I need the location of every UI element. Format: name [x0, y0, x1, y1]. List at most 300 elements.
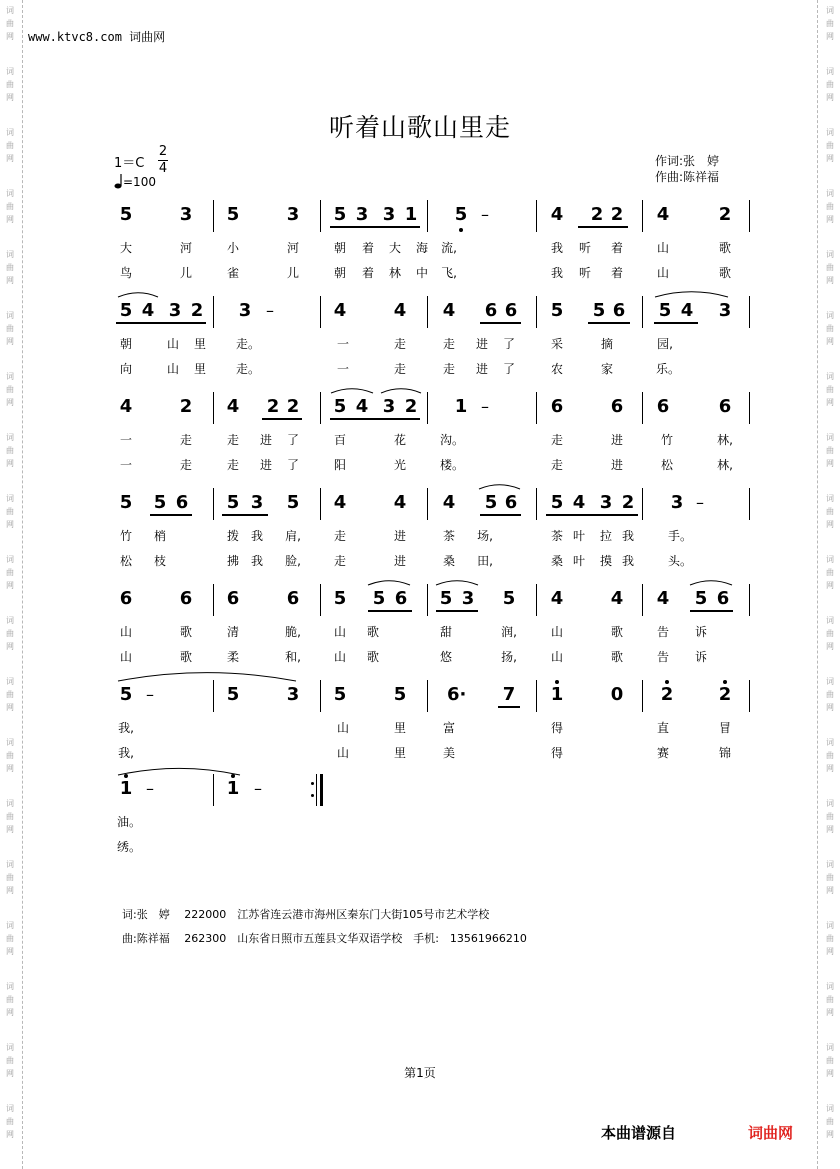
lyric-verse-1: 进: [610, 433, 623, 447]
lyric-verse-2: 鸟: [119, 266, 132, 280]
note: 2: [610, 204, 624, 225]
note: 2: [404, 396, 418, 417]
watermark-char: 词: [826, 189, 834, 198]
lyric-verse-1: 进: [393, 529, 406, 543]
lyric-verse-2: 走: [550, 458, 563, 472]
lyric-verse-2: 着: [610, 266, 623, 280]
lyric-verse-1: 了: [502, 337, 515, 351]
note: 4: [572, 492, 586, 513]
watermark-char: 网: [826, 581, 834, 590]
watermark-char: 网: [826, 337, 834, 346]
watermark-char: 曲: [826, 812, 834, 821]
watermark-char: 网: [6, 642, 14, 651]
lyric-verse-2: 飞,: [441, 266, 457, 280]
note: 5: [393, 684, 407, 705]
note: 2: [179, 396, 193, 417]
note-dash: –: [481, 205, 489, 224]
watermark-char: 词: [6, 921, 14, 930]
lyric-verse-2: 歌: [179, 650, 192, 664]
note: 5: [226, 204, 240, 225]
time-signature-top: 2: [158, 144, 168, 159]
note: 2: [718, 684, 732, 705]
lyricist-credit: 作词:张 婷: [655, 154, 720, 168]
footer-composer-line: 曲:陈祥福 262300 山东省日照市五莲县文华双语学校 手机: 13561966210: [122, 932, 527, 945]
note: 6: [718, 396, 732, 417]
watermark-char: 曲: [826, 19, 834, 28]
slur: [118, 673, 296, 681]
watermark-char: 曲: [826, 568, 834, 577]
lyric-verse-1: 富: [442, 721, 455, 735]
note: 2: [718, 204, 732, 225]
note-dash: –: [254, 779, 262, 798]
slur: [655, 292, 728, 297]
slur: [118, 293, 158, 297]
watermark-char: 词: [826, 372, 834, 381]
lyric-verse-1: 肩,: [285, 529, 301, 543]
slur: [368, 581, 410, 585]
lyric-verse-2: 松: [119, 554, 132, 568]
note: 4: [393, 492, 407, 513]
composer-credit: 作曲:陈祥福: [655, 170, 720, 184]
watermark-char: 词: [6, 494, 14, 503]
note: 4: [680, 300, 694, 321]
watermark-char: 网: [6, 1069, 14, 1078]
watermark-char: 词: [6, 616, 14, 625]
page-number: 第1页: [404, 1066, 436, 1080]
note: 3: [670, 492, 684, 513]
lyric-verse-2: 得: [550, 746, 563, 760]
lyric-verse-1: 林,: [717, 433, 733, 447]
watermark-char: 网: [6, 703, 14, 712]
watermark-char: 曲: [6, 507, 14, 516]
watermark-char: 网: [826, 703, 834, 712]
lyric-verse-1: 走: [393, 337, 406, 351]
note: 4: [333, 300, 347, 321]
lyric-verse-2: 乐。: [656, 362, 681, 376]
lyric-verse-1: 歌: [366, 625, 379, 639]
note-dash: –: [146, 685, 154, 704]
watermark-char: 网: [826, 764, 834, 773]
lyric-verse-2: 我: [550, 266, 563, 280]
lyric-verse-1: 我: [550, 241, 563, 255]
watermark-char: 网: [826, 154, 834, 163]
note: 3: [718, 300, 732, 321]
note: 5: [333, 204, 347, 225]
lyric-verse-1: 歌: [179, 625, 192, 639]
lyric-verse-2: 山: [550, 650, 563, 664]
note: 4: [333, 492, 347, 513]
lyric-verse-1: 得: [550, 721, 563, 735]
watermark-char: 词: [6, 799, 14, 808]
lyric-verse-1: 走。: [236, 337, 261, 351]
note: 2: [660, 684, 674, 705]
watermark-char: 词: [826, 860, 834, 869]
lyric-verse-2: 进: [393, 554, 406, 568]
lyric-verse-1: 走: [333, 529, 346, 543]
lyric-verse-2: 了: [286, 458, 299, 472]
watermark-char: 曲: [6, 629, 14, 638]
watermark-char: 词: [6, 189, 14, 198]
note: 3: [599, 492, 613, 513]
watermark-char: 网: [6, 520, 14, 529]
watermark-char: 网: [6, 215, 14, 224]
watermark-char: 词: [6, 250, 14, 259]
lyric-verse-1: 诉: [694, 625, 707, 639]
lyric-verse-1: 一: [119, 433, 132, 447]
note: 1: [226, 778, 240, 799]
watermark-char: 网: [6, 825, 14, 834]
watermark-char: 词: [826, 1104, 834, 1113]
lyric-verse-1: 朝: [333, 241, 346, 255]
watermark-char: 曲: [6, 1117, 14, 1126]
lyric-verse-2: 光: [393, 458, 406, 472]
slur: [436, 581, 478, 585]
watermark-char: 曲: [6, 568, 14, 577]
watermark-char: 词: [826, 494, 834, 503]
watermark-char: 网: [6, 1130, 14, 1139]
watermark-char: 网: [6, 154, 14, 163]
watermark-char: 词: [826, 555, 834, 564]
lyric-verse-1: 海: [415, 241, 428, 255]
note: 5: [550, 300, 564, 321]
watermark-char: 曲: [6, 934, 14, 943]
lyric-verse-1: 大: [388, 241, 401, 255]
lyric-verse-2: 告: [656, 650, 669, 664]
lyric-verse-2: 儿: [179, 266, 192, 280]
lyric-verse-1: 叶: [572, 529, 585, 543]
lyric-verse-2: 桑: [550, 554, 563, 568]
lyric-verse-2: 悠: [439, 650, 452, 664]
note: 6: [656, 396, 670, 417]
note: 1: [404, 204, 418, 225]
lyric-verse-1: 手。: [668, 529, 693, 543]
note: 2: [266, 396, 280, 417]
note: 4: [550, 588, 564, 609]
lyric-verse-2: 进: [610, 458, 623, 472]
lyric-verse-1: 花: [393, 433, 406, 447]
lyric-verse-1: 里: [393, 721, 406, 735]
watermark-char: 曲: [6, 263, 14, 272]
note: 5: [119, 684, 133, 705]
lyric-verse-1: 百: [333, 433, 346, 447]
lyric-verse-1: 流,: [441, 241, 457, 255]
note: 0: [610, 684, 624, 705]
note: 1: [119, 778, 133, 799]
note: 3: [355, 204, 369, 225]
time-signature-bottom: 4: [158, 161, 168, 176]
note: 5: [333, 396, 347, 417]
note: 6: [504, 300, 518, 321]
watermark-char: 曲: [826, 141, 834, 150]
lyric-verse-1: 山: [550, 625, 563, 639]
note: 4: [610, 588, 624, 609]
lyric-verse-1: 脆,: [285, 625, 301, 639]
watermark-char: 曲: [826, 629, 834, 638]
lyric-verse-2: 头。: [668, 554, 693, 568]
lyric-verse-1: 采: [550, 337, 563, 351]
lyric-verse-1: 沟。: [440, 433, 465, 447]
lyric-verse-2: 山: [656, 266, 669, 280]
lyric-verse-2: 里: [193, 362, 206, 376]
lyric-verse-1: 河: [179, 241, 192, 255]
watermark-char: 词: [826, 1043, 834, 1052]
watermark-char: 网: [6, 1008, 14, 1017]
watermark-char: 网: [6, 581, 14, 590]
watermark-char: 词: [6, 128, 14, 137]
note: 5: [372, 588, 386, 609]
lyric-verse-1: 竹: [660, 433, 673, 447]
watermark-char: 曲: [826, 934, 834, 943]
watermark-char: 曲: [6, 690, 14, 699]
lyric-verse-1: 甜: [439, 625, 452, 639]
note: 5: [550, 492, 564, 513]
lyric-verse-2: 儿: [286, 266, 299, 280]
note: 3: [179, 204, 193, 225]
watermark-char: 网: [6, 398, 14, 407]
lyric-verse-1: 油。: [117, 815, 142, 829]
note: 5: [119, 492, 133, 513]
watermark-char: 曲: [826, 446, 834, 455]
note: 6: [504, 492, 518, 513]
watermark-char: 词: [6, 311, 14, 320]
note: 4: [656, 204, 670, 225]
note: 3: [382, 204, 396, 225]
watermark-char: 词: [6, 1043, 14, 1052]
lyric-verse-2: 走: [393, 362, 406, 376]
lyric-verse-1: 直: [656, 721, 669, 735]
watermark-char: 词: [6, 677, 14, 686]
lyric-verse-2: 走: [442, 362, 455, 376]
note: 1: [454, 396, 468, 417]
watermark-char: 网: [826, 215, 834, 224]
watermark-char: 网: [826, 276, 834, 285]
note: 4: [355, 396, 369, 417]
note: 5: [502, 588, 516, 609]
note: 5: [694, 588, 708, 609]
lyric-verse-1: 一: [336, 337, 349, 351]
lyric-verse-2: 诉: [694, 650, 707, 664]
lyric-verse-1: 冒: [718, 721, 731, 735]
lyric-verse-1: 朝: [119, 337, 132, 351]
lyric-verse-1: 茶: [550, 529, 563, 543]
note: 6: [550, 396, 564, 417]
note-dash: –: [266, 301, 274, 320]
lyric-verse-2: 向: [119, 362, 132, 376]
note: 4: [393, 300, 407, 321]
watermark-char: 词: [6, 555, 14, 564]
slur: [381, 389, 421, 393]
lyric-verse-1: 拨: [226, 529, 239, 543]
lyric-verse-2: 进: [259, 458, 272, 472]
watermark-char: 网: [826, 825, 834, 834]
note-dash: –: [696, 493, 704, 512]
lyric-verse-1: 拉: [599, 529, 612, 543]
note: 5: [286, 492, 300, 513]
lyric-verse-2: 美: [442, 746, 455, 760]
note: 3: [382, 396, 396, 417]
lyric-verse-2: 我: [621, 554, 634, 568]
lyric-verse-2: 家: [600, 362, 613, 376]
slur: [479, 485, 520, 489]
lyric-verse-2: 歌: [366, 650, 379, 664]
watermark-char: 词: [826, 738, 834, 747]
note: 4: [119, 396, 133, 417]
note: 5: [658, 300, 672, 321]
watermark-char: 网: [826, 1069, 834, 1078]
lyric-verse-1: 我,: [118, 721, 134, 735]
lyric-verse-2: 枝: [153, 554, 166, 568]
lyric-verse-1: 山: [166, 337, 179, 351]
watermark-char: 网: [6, 947, 14, 956]
note: 5: [439, 588, 453, 609]
watermark-char: 网: [6, 32, 14, 41]
key-signature: 1＝C: [114, 156, 145, 171]
lyric-verse-2: 了: [502, 362, 515, 376]
lyric-verse-2: 和,: [285, 650, 301, 664]
note: 6·: [447, 684, 467, 705]
watermark-char: 网: [6, 886, 14, 895]
note: 5: [333, 684, 347, 705]
watermark-char: 词: [826, 67, 834, 76]
lyric-verse-1: 进: [475, 337, 488, 351]
note: 4: [442, 300, 456, 321]
watermark-char: 词: [826, 433, 834, 442]
song-title: 听着山歌山里走: [328, 113, 511, 142]
watermark-char: 曲: [826, 385, 834, 394]
lyric-verse-1: 走: [442, 337, 455, 351]
lyric-verse-1: 山: [336, 721, 349, 735]
lyric-verse-2: 山: [119, 650, 132, 664]
note: 6: [179, 588, 193, 609]
slur: [331, 389, 373, 393]
watermark-char: 曲: [826, 263, 834, 272]
watermark-char: 曲: [6, 812, 14, 821]
note: 3: [250, 492, 264, 513]
watermark-char: 词: [6, 372, 14, 381]
note: 3: [238, 300, 252, 321]
note-dash: –: [146, 779, 154, 798]
lyric-verse-1: 听: [578, 241, 591, 255]
watermark-char: 词: [826, 982, 834, 991]
watermark-char: 词: [6, 982, 14, 991]
brand-logo-text[interactable]: 词曲网: [748, 1124, 794, 1142]
watermark-char: 曲: [6, 385, 14, 394]
note: 4: [141, 300, 155, 321]
note: 2: [190, 300, 204, 321]
lyric-verse-2: 朝: [333, 266, 346, 280]
watermark-char: 词: [826, 616, 834, 625]
lyric-verse-1: 茶: [442, 529, 455, 543]
watermark-char: 曲: [6, 80, 14, 89]
note: 5: [592, 300, 606, 321]
note: 4: [656, 588, 670, 609]
lyric-verse-1: 走: [226, 433, 239, 447]
lyric-verse-1: 山: [119, 625, 132, 639]
watermark-char: 网: [826, 886, 834, 895]
note: 3: [461, 588, 475, 609]
note: 4: [442, 492, 456, 513]
site-header[interactable]: www.ktvc8.com 词曲网: [28, 30, 166, 44]
note: 6: [716, 588, 730, 609]
note: 3: [286, 684, 300, 705]
note: 2: [286, 396, 300, 417]
watermark-char: 词: [6, 67, 14, 76]
watermark-char: 曲: [6, 324, 14, 333]
note-dash: –: [481, 397, 489, 416]
watermark-char: 网: [6, 337, 14, 346]
note: 6: [612, 300, 626, 321]
lyric-verse-2: 进: [475, 362, 488, 376]
lyric-verse-2: 桑: [442, 554, 455, 568]
watermark-char: 曲: [826, 1117, 834, 1126]
watermark-char: 曲: [6, 1056, 14, 1065]
note: 5: [454, 204, 468, 225]
lyric-verse-2: 山: [166, 362, 179, 376]
watermark-char: 词: [826, 250, 834, 259]
watermark-char: 词: [6, 433, 14, 442]
lyric-verse-2: 拂: [226, 554, 239, 568]
note: 2: [590, 204, 604, 225]
lyric-verse-1: 走: [550, 433, 563, 447]
lyric-verse-2: 脸,: [285, 554, 301, 568]
watermark-char: 网: [6, 93, 14, 102]
note: 4: [226, 396, 240, 417]
note: 6: [175, 492, 189, 513]
tempo-value: =100: [123, 175, 156, 189]
lyric-verse-2: 走: [179, 458, 192, 472]
slur: [118, 768, 240, 775]
watermark-char: 词: [826, 921, 834, 930]
watermark-char: 曲: [826, 202, 834, 211]
lyric-verse-1: 山: [333, 625, 346, 639]
watermark-char: 网: [826, 520, 834, 529]
lyric-verse-1: 里: [193, 337, 206, 351]
lyric-verse-2: 农: [550, 362, 563, 376]
lyric-verse-1: 清: [226, 625, 239, 639]
watermark-char: 词: [6, 738, 14, 747]
lyric-verse-1: 了: [286, 433, 299, 447]
lyric-verse-2: 歌: [718, 266, 731, 280]
footer-lyricist-line: 词:张 婷 222000 江苏省连云港市海州区秦东门大街105号市艺术学校: [122, 908, 490, 921]
lyric-verse-1: 进: [259, 433, 272, 447]
lyric-verse-1: 歌: [610, 625, 623, 639]
lyric-verse-2: 阳: [333, 458, 346, 472]
watermark-char: 曲: [826, 80, 834, 89]
lyric-verse-2: 雀: [226, 266, 239, 280]
note: 6: [610, 396, 624, 417]
note: 4: [550, 204, 564, 225]
watermark-char: 词: [826, 311, 834, 320]
watermark-char: 网: [826, 1130, 834, 1139]
lyric-verse-1: 场,: [477, 529, 493, 543]
watermark-char: 词: [826, 677, 834, 686]
slur: [690, 581, 732, 585]
watermark-char: 曲: [6, 202, 14, 211]
source-label: 本曲谱源自: [601, 1124, 677, 1142]
lyric-verse-2: 我,: [118, 746, 134, 760]
watermark-char: 词: [6, 860, 14, 869]
lyric-verse-2: 走: [333, 554, 346, 568]
watermark-char: 网: [6, 276, 14, 285]
watermark-char: 曲: [826, 324, 834, 333]
lyric-verse-2: 林,: [717, 458, 733, 472]
watermark-char: 曲: [826, 507, 834, 516]
note: 5: [119, 204, 133, 225]
lyric-verse-2: 松: [660, 458, 673, 472]
lyric-verse-2: 山: [336, 746, 349, 760]
lyric-verse-2: 林: [388, 266, 401, 280]
watermark-char: 曲: [6, 995, 14, 1004]
